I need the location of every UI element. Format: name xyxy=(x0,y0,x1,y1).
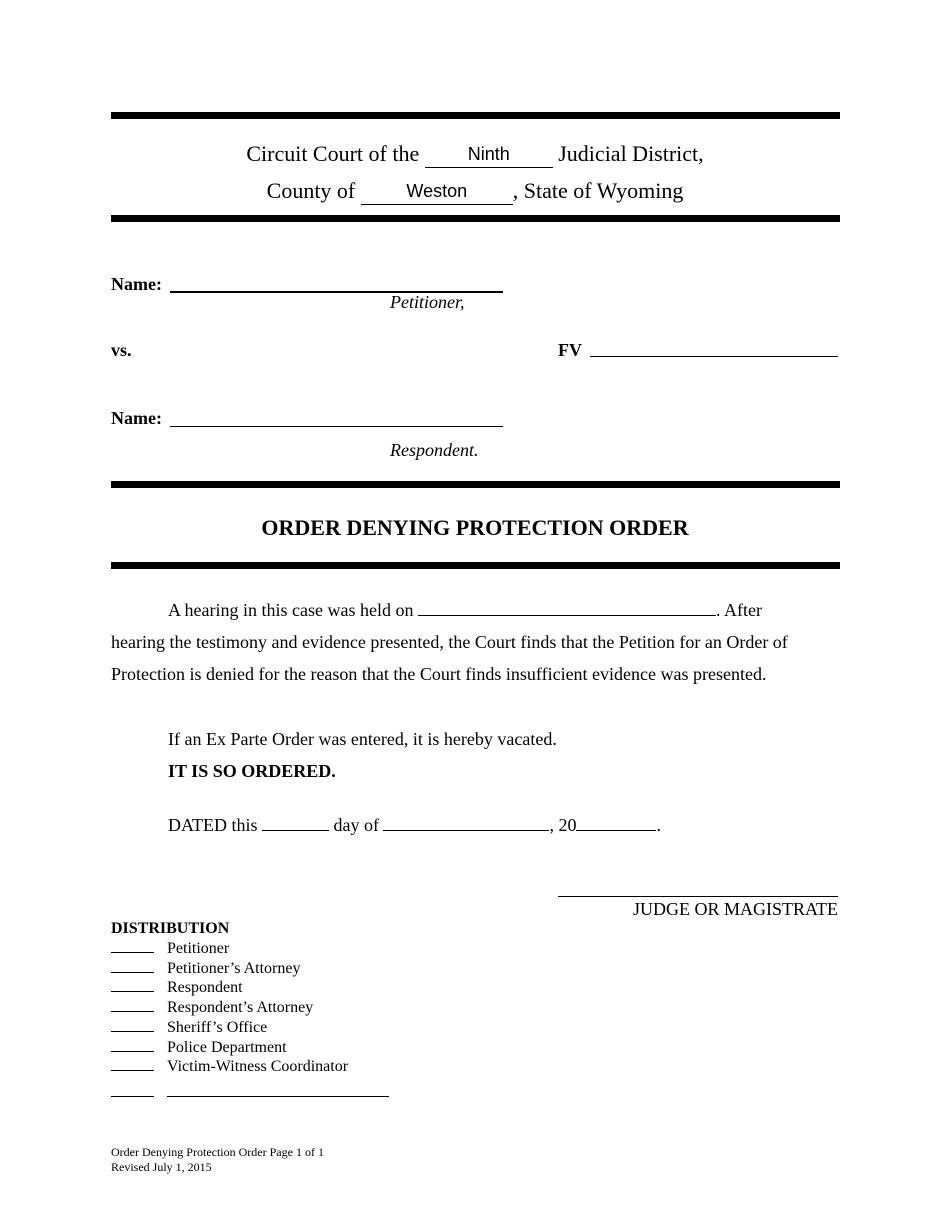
footer-page-label: Order Denying Protection Order Page 1 of 1 xyxy=(111,1145,324,1159)
distribution-other-field[interactable] xyxy=(167,1083,389,1097)
respondent-name-field[interactable] xyxy=(170,426,503,427)
case-number-prefix: FV xyxy=(558,340,582,360)
dated-day-field[interactable] xyxy=(262,814,329,831)
dated-year-field[interactable] xyxy=(576,814,656,831)
county-prefix: County of xyxy=(266,178,356,203)
distribution-check-blank[interactable] xyxy=(111,1038,154,1052)
respondent-role: Respondent. xyxy=(390,440,479,460)
order-line-3: Protection is denied for the reason that the Court finds insufficient evidence was presented. xyxy=(111,664,767,684)
distribution-item-label: Petitioner’s Attorney xyxy=(167,960,301,977)
case-number-field[interactable] xyxy=(590,356,838,357)
distribution-check-blank[interactable] xyxy=(111,959,154,973)
distribution-item-label: Police Department xyxy=(167,1039,287,1056)
order-title: ORDER DENYING PROTECTION ORDER xyxy=(261,515,689,540)
distribution-item-label: Petitioner xyxy=(167,940,230,957)
district-value: Ninth xyxy=(467,144,510,164)
dated-line xyxy=(168,814,661,836)
distribution-item xyxy=(111,998,313,1017)
distribution-check-blank[interactable] xyxy=(111,1057,154,1071)
title-bottom-rule xyxy=(111,562,840,569)
court-caption-line2 xyxy=(0,178,950,205)
distribution-item xyxy=(111,1038,287,1057)
distribution-check-blank[interactable] xyxy=(111,1018,154,1032)
distribution-item-label: Respondent xyxy=(167,979,243,996)
distribution-item-label: Sheriff’s Office xyxy=(167,1019,268,1036)
dated-month-field[interactable] xyxy=(383,814,549,831)
vs-label: vs. xyxy=(111,340,132,360)
distribution-item xyxy=(111,1057,348,1076)
so-ordered: IT IS SO ORDERED. xyxy=(168,761,336,781)
distribution-item-other xyxy=(111,1083,389,1102)
dated-prefix: DATED this xyxy=(168,815,258,835)
distribution-check-blank[interactable] xyxy=(111,1083,154,1097)
hearing-line xyxy=(168,599,762,621)
district-field[interactable] xyxy=(425,141,553,168)
order-line-2: hearing the testimony and evidence presented, the Court finds that the Petition for an Order of xyxy=(111,632,788,652)
distribution-item xyxy=(111,939,229,958)
distribution-check-blank[interactable] xyxy=(111,978,154,992)
distribution-item xyxy=(111,959,300,978)
county-field[interactable] xyxy=(361,178,513,205)
hearing-date-field[interactable] xyxy=(418,599,716,616)
footer-revised: Revised July 1, 2015 xyxy=(111,1160,212,1174)
distribution-item xyxy=(111,1018,267,1037)
signature-label: JUDGE OR MAGISTRATE xyxy=(632,899,838,919)
dated-end: . xyxy=(656,815,661,835)
district-suffix: Judicial District, xyxy=(558,141,704,166)
court-prefix: Circuit Court of the xyxy=(246,141,420,166)
distribution-check-blank[interactable] xyxy=(111,998,154,1012)
hearing-prefix: A hearing in this case was held on xyxy=(168,600,414,620)
dated-year-label: , 20 xyxy=(549,815,577,835)
signature-line[interactable] xyxy=(558,896,838,897)
court-caption-line1 xyxy=(0,141,950,168)
dated-day-label: day of xyxy=(333,815,379,835)
county-suffix: , State of Wyoming xyxy=(512,178,684,203)
distribution-item xyxy=(111,978,243,997)
distribution-item-label: Victim-Witness Coordinator xyxy=(167,1058,349,1075)
vacated-statement: If an Ex Parte Order was entered, it is hereby vacated. xyxy=(168,729,557,749)
distribution-heading: DISTRIBUTION xyxy=(111,920,230,937)
caption-bottom-rule xyxy=(111,215,840,222)
distribution-item-label: Respondent’s Attorney xyxy=(167,999,314,1016)
petitioner-name-label: Name: xyxy=(111,274,162,294)
parties-bottom-rule xyxy=(111,481,840,488)
petitioner-role: Petitioner, xyxy=(390,292,465,312)
top-rule xyxy=(111,112,840,119)
county-value: Weston xyxy=(406,181,468,201)
hearing-suffix: . After xyxy=(715,600,762,620)
distribution-check-blank[interactable] xyxy=(111,939,154,953)
respondent-name-label: Name: xyxy=(111,408,162,428)
